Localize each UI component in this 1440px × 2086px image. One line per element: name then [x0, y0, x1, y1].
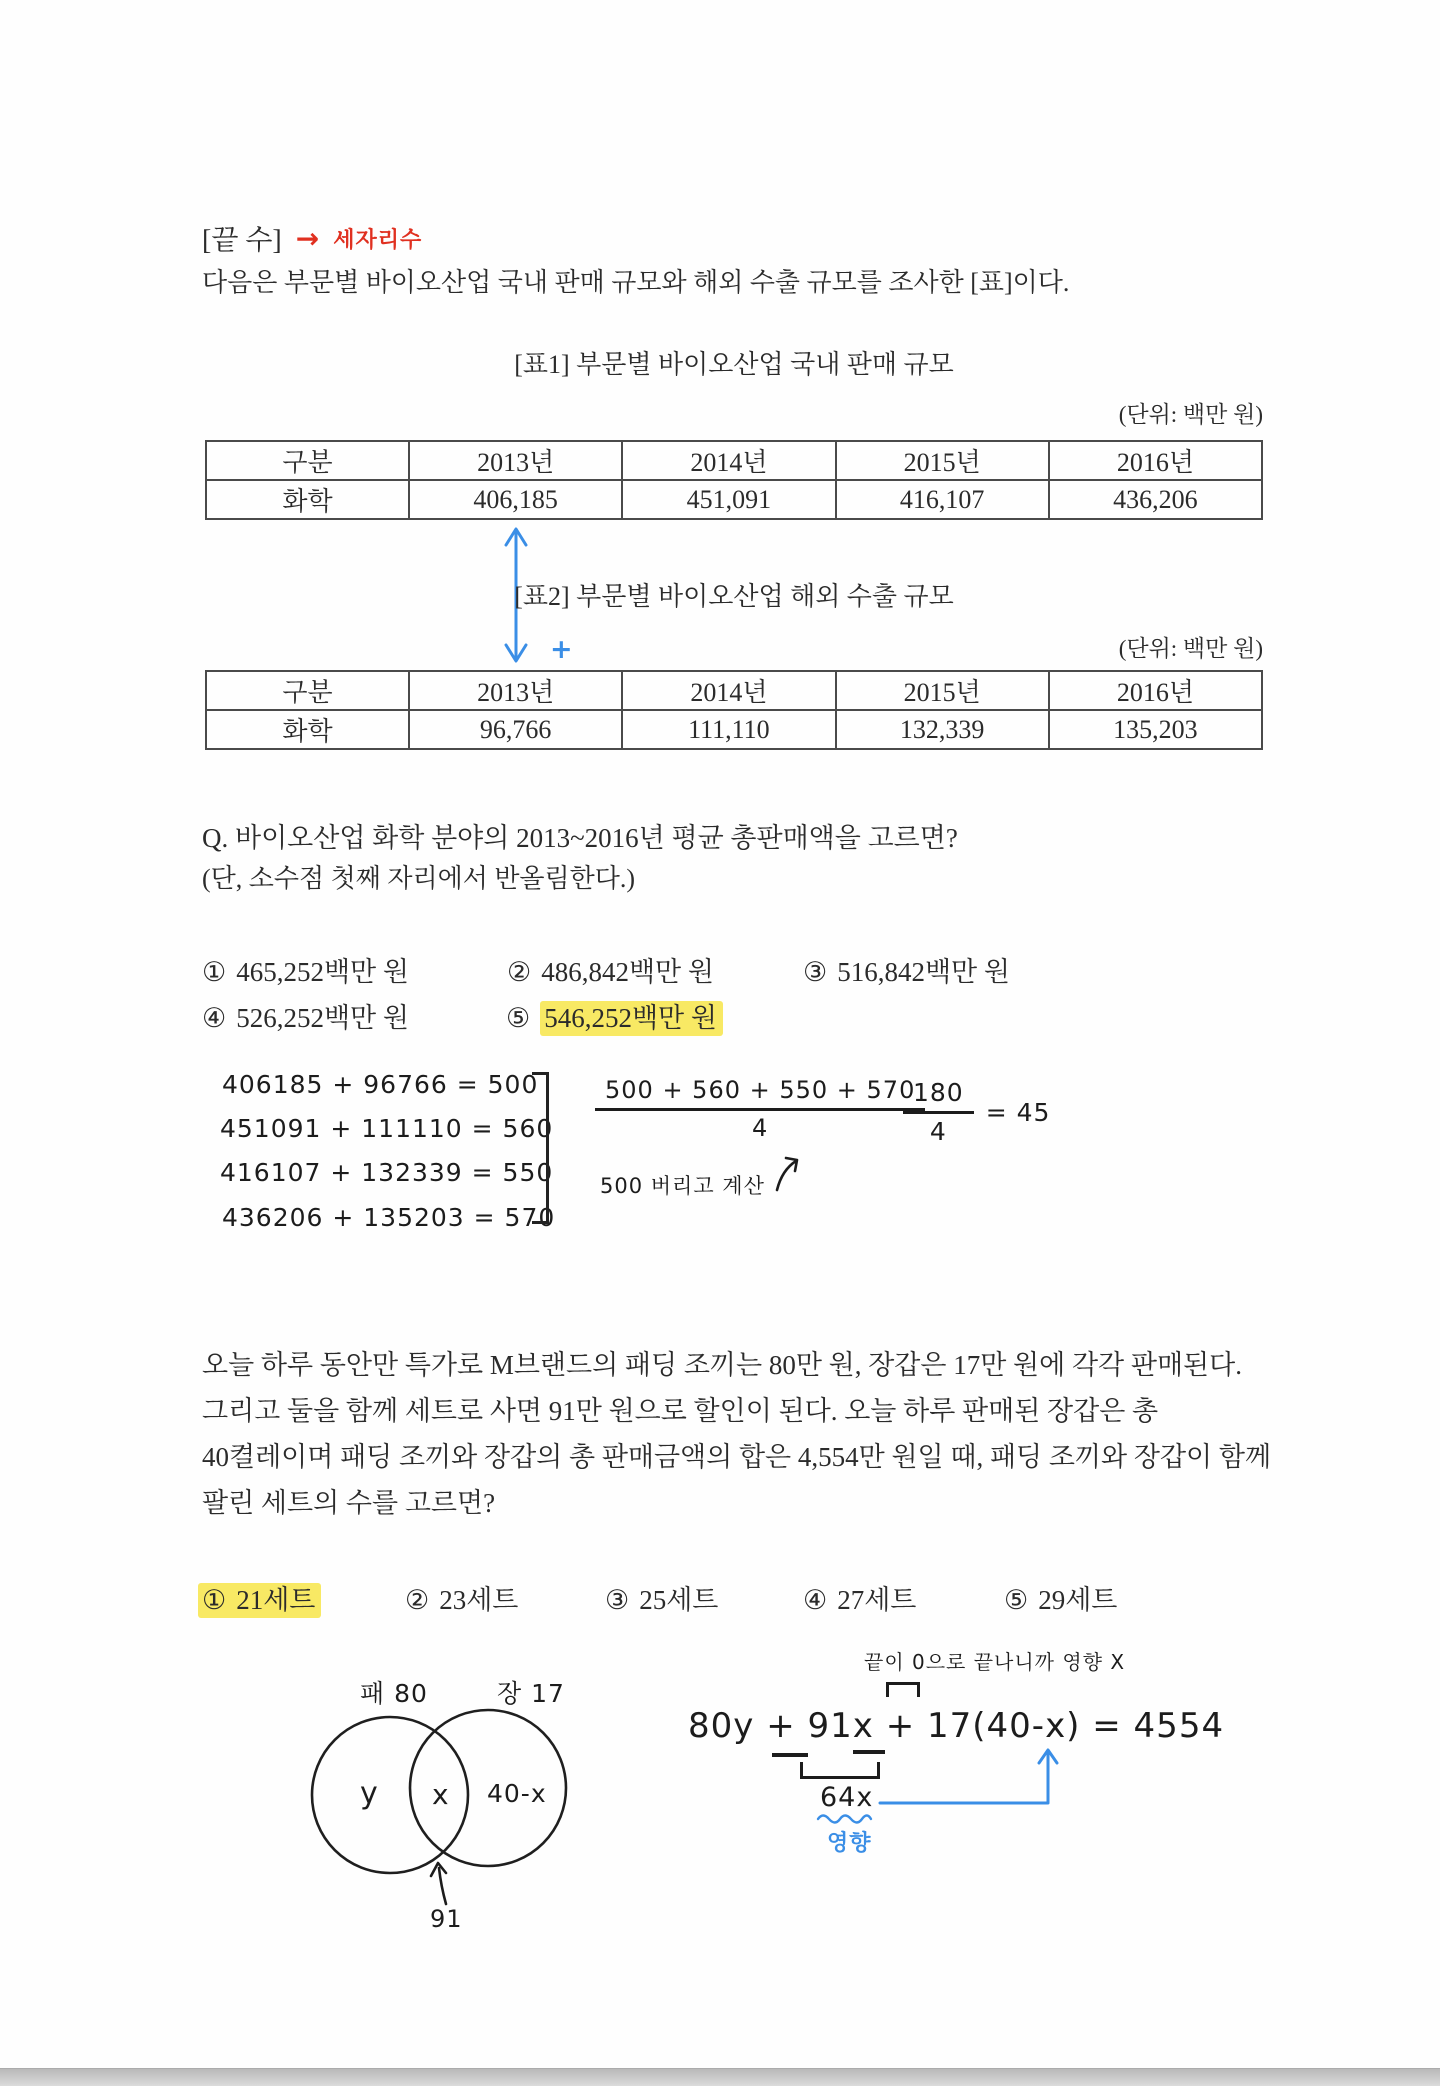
table2: [205, 670, 1263, 750]
work2-top-note: 끝이 0으로 끝나니까 영향 X: [864, 1650, 1126, 1674]
work1-note: 500 버리고 계산: [600, 1174, 765, 1198]
result-fraction: [903, 1078, 974, 1146]
choice-number: ③: [803, 957, 828, 987]
table1-cell: 416,107: [836, 480, 1049, 519]
question1-condition: (단, 소수점 첫째 자리에서 반올림한다.): [202, 864, 636, 893]
q1-choice-5-answer: [506, 996, 723, 1035]
venn-pointer-label: 91: [430, 1905, 463, 1933]
highlighted-answer: 546,252백만 원: [540, 1001, 723, 1036]
intro-text: 다음은 부문별 바이오산업 국내 판매 규모와 해외 수출 규모를 조사한 [표]이다.: [202, 268, 1070, 297]
q1-choice-1: [202, 950, 409, 989]
venn-left-value: y: [360, 1776, 379, 1811]
work1-sum-line: 451091 + 111110 = 560: [220, 1114, 554, 1143]
work1-sum-line: 416107 + 132339 = 550: [220, 1158, 554, 1187]
table2-caption: [표2] 부문별 바이오산업 해외 수출 규모: [514, 582, 954, 611]
fraction-numerator: 180: [903, 1078, 974, 1114]
q1-choice-4: [202, 996, 409, 1035]
paragraph-line: 팔린 세트의 수를 고르면?: [202, 1488, 496, 1518]
work2-blue-note: 영향: [827, 1831, 872, 1856]
venn-intersection-value: x: [432, 1778, 450, 1811]
question1-text: Q. 바이오산업 화학 분야의 2013~2016년 평균 총판매액을 고르면?: [202, 823, 958, 853]
choice-label: 465,252백만 원: [236, 957, 409, 987]
table1-cell: 406,185: [409, 480, 622, 519]
work2-combined-term: 64x: [820, 1782, 874, 1813]
over-bracket: [886, 1682, 920, 1697]
table2-header-cell: 2013년: [409, 671, 622, 710]
venn-right-value: 40-x: [487, 1779, 547, 1808]
question2-paragraph: [202, 1342, 1312, 1526]
fraction-numerator: 500 + 560 + 550 + 570: [595, 1076, 925, 1111]
choice-label: 526,252백만 원: [236, 1003, 409, 1033]
q2-choice-5: [1004, 1578, 1117, 1617]
table1-row-label: 화학: [206, 480, 409, 519]
venn-right-title: 장 17: [497, 1679, 565, 1708]
q1-choice-3: [803, 950, 1010, 989]
choice-label: 29세트: [1038, 1585, 1118, 1615]
table1-cell: 436,206: [1049, 480, 1262, 519]
work1-fraction: [595, 1076, 925, 1142]
work1-sum-line: 436206 + 135203 = 570: [222, 1203, 556, 1232]
table1-cell: 451,091: [622, 480, 835, 519]
table1-header-cell: 구분: [206, 441, 409, 480]
table2-cell: 111,110: [622, 710, 835, 749]
table1-header-cell: 2014년: [622, 441, 835, 480]
choice-label: 486,842백만 원: [541, 957, 714, 987]
table2-unit: (단위: 백만 원): [1118, 636, 1263, 661]
q2-choice-1-answer: [198, 1578, 321, 1617]
choice-label: 21세트: [236, 1585, 316, 1615]
header-tag: [끝 수]: [202, 225, 282, 256]
equation-part: x +: [852, 1706, 927, 1746]
work1-sum-line: 406185 + 96766 = 500: [222, 1070, 539, 1099]
equation-part-underlined: 17: [927, 1706, 973, 1746]
horizontal-scrollbar[interactable]: [0, 2068, 1440, 2086]
equation-part: (40-x) = 4554: [972, 1706, 1225, 1746]
choice-number: ③: [605, 1585, 630, 1615]
table1-data-row: [206, 480, 1262, 519]
choice-number: ④: [202, 1003, 227, 1033]
table1-header-cell: 2016년: [1049, 441, 1262, 480]
table2-header-cell: 2016년: [1049, 671, 1262, 710]
choice-number: ②: [507, 957, 532, 987]
table2-cell: 96,766: [409, 710, 622, 749]
equation-part-underlined: 91: [807, 1706, 853, 1746]
table1-header-row: [206, 441, 1262, 480]
work2-equation: [688, 1706, 1224, 1746]
blue-plus-annotation: +: [550, 634, 573, 665]
paragraph-line: 그리고 둘을 함께 세트로 사면 91만 원으로 할인이 된다. 오늘 하루 판매된 장갑은 총: [202, 1396, 1159, 1426]
table2-data-row: [206, 710, 1262, 749]
blue-wavy-underline-icon: [816, 1812, 874, 1824]
choice-number: ④: [803, 1585, 828, 1615]
problem1-header: [202, 218, 422, 258]
fraction-denominator: 4: [752, 1114, 769, 1142]
table1-header-cell: 2013년: [409, 441, 622, 480]
highlighted-answer: [198, 1583, 321, 1618]
paragraph-line: 오늘 하루 동안만 특가로 M브랜드의 패딩 조끼는 80만 원, 장갑은 17만 원에 각각 판매된다.: [202, 1350, 1242, 1380]
q2-choice-3: [605, 1578, 718, 1617]
choice-number: ②: [405, 1585, 430, 1615]
table2-cell: 135,203: [1049, 710, 1262, 749]
table2-header-cell: 2015년: [836, 671, 1049, 710]
fraction-denominator: 4: [929, 1117, 947, 1146]
q2-choice-4: [803, 1578, 916, 1617]
choice-label: 27세트: [837, 1585, 917, 1615]
work1-result: [903, 1078, 1050, 1146]
table2-header-cell: 구분: [206, 671, 409, 710]
table2-header-row: [206, 671, 1262, 710]
table1-caption: [표1] 부문별 바이오산업 국내 판매 규모: [514, 350, 954, 379]
choice-label: 25세트: [639, 1585, 719, 1615]
curved-up-arrow-icon: [772, 1154, 804, 1194]
under-bracket: [800, 1762, 880, 1779]
q1-choice-2: [507, 950, 714, 989]
choice-number: ①: [202, 1585, 227, 1615]
table1-unit: (단위: 백만 원): [1118, 402, 1263, 427]
equation-part: 80y +: [688, 1706, 808, 1746]
paragraph-line: 40켤레이며 패딩 조끼와 장갑의 총 판매금액의 합은 4,554만 원일 때, 패딩 조끼와 장갑이 함께: [202, 1442, 1272, 1472]
venn-left-title: 패 80: [360, 1679, 428, 1708]
q2-choice-2: [405, 1578, 518, 1617]
choice-number: ⑤: [506, 1003, 531, 1033]
header-red-note: 세자리수: [333, 227, 423, 253]
table1: [205, 440, 1263, 520]
choice-number: ⑤: [1004, 1585, 1029, 1615]
choice-label: 516,842백만 원: [837, 957, 1010, 987]
red-arrow-icon: →: [295, 221, 320, 255]
blue-elbow-arrow-icon: [876, 1742, 1071, 1812]
table2-cell: 132,339: [836, 710, 1049, 749]
result-value: = 45: [985, 1097, 1051, 1127]
table2-header-cell: 2014년: [622, 671, 835, 710]
table1-header-cell: 2015년: [836, 441, 1049, 480]
choice-label: 23세트: [439, 1585, 519, 1615]
choice-number: ①: [202, 957, 227, 987]
table2-row-label: 화학: [206, 710, 409, 749]
underline-91: [772, 1753, 808, 1757]
grouping-bracket: [532, 1072, 549, 1224]
